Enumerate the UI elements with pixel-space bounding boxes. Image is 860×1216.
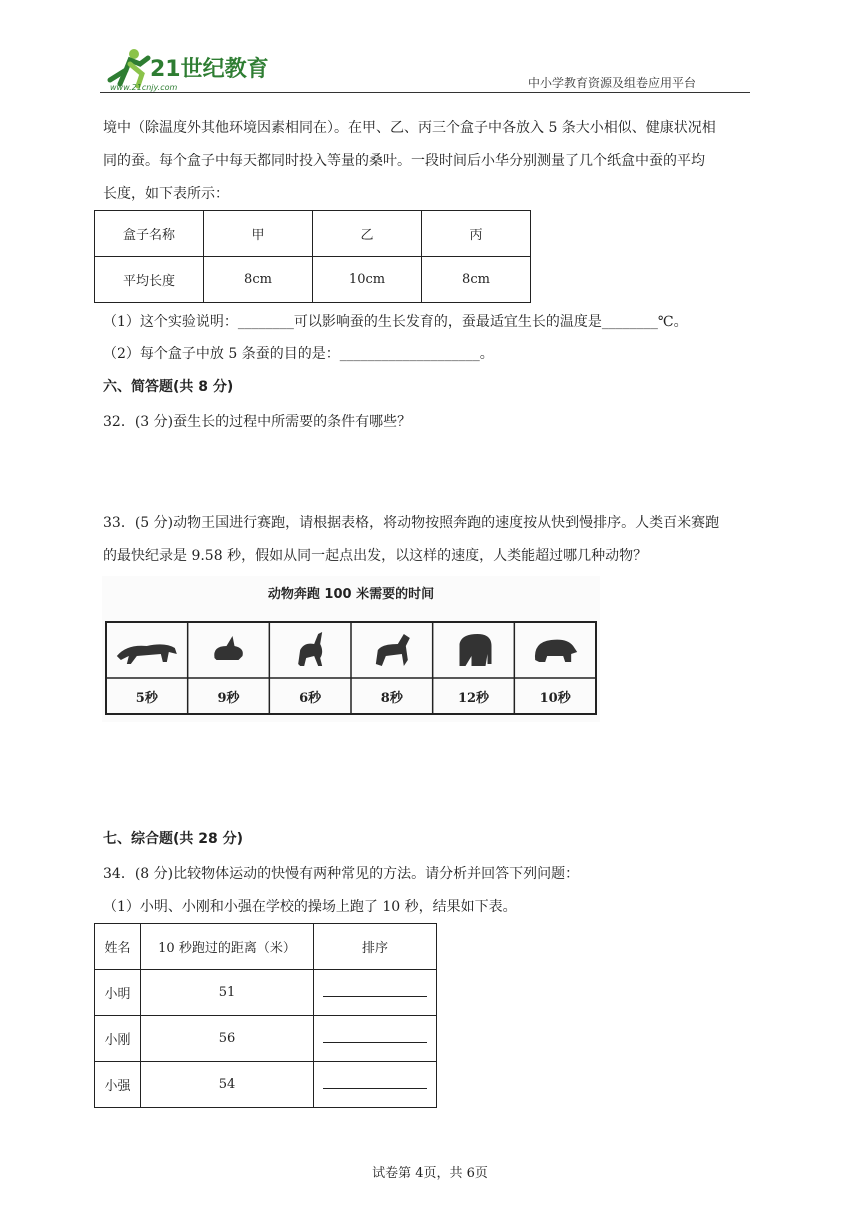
table-row [95, 970, 437, 1016]
animal-time-label: 12秒 [457, 691, 490, 706]
table-header-cell: 丙 [422, 211, 531, 257]
intro-line-2: 同的蚕。每个盒子中每天都同时投入等量的桑叶。一段时间后小华分别测量了几个纸盒中蚕的平均 [103, 153, 705, 169]
animal-race-figure [102, 576, 600, 722]
q32-text: 32．(3 分)蚕生长的过程中所需要的条件有哪些？ [103, 414, 412, 430]
q33-line-1: 33．(5 分)动物王国进行赛跑，请根据表格，将动物按照奔跑的速度按从快到慢排序。人类百米赛跑 [103, 515, 720, 531]
intro-line-1: 境中（除温度外其他环境因素相同在）。在甲、乙、丙三个盒子中各放入 5 条大小相似、健康状况相 [103, 120, 716, 136]
table-cell: 小明 [95, 970, 141, 1016]
table-cell: 54 [141, 1062, 314, 1108]
running-distance-table [94, 923, 437, 1108]
table-cell: 56 [141, 1016, 314, 1062]
logo-url: www.21cnjy.com [110, 83, 178, 92]
q31-sub1: （1）这个实验说明：________可以影响蚕的生长发育的，蚕最适宜生长的温度是________℃。 [103, 314, 688, 330]
table-cell: 小刚 [95, 1016, 141, 1062]
platform-name: 中小学教育资源及组卷应用平台 [528, 76, 697, 90]
table-row [95, 211, 531, 257]
animal-time-label: 6秒 [299, 691, 322, 706]
table-header-cell: 甲 [204, 211, 313, 257]
animal-table-title: 动物奔跑 100 米需要的时间 [267, 587, 435, 602]
silkworm-length-table [94, 210, 531, 303]
page-footer: 试卷第 4页，共 6页 [372, 1166, 488, 1181]
rank-answer-blank[interactable] [314, 1062, 437, 1108]
q34-line-1: 34．(8 分)比较物体运动的快慢有两种常见的方法。请分析并回答下列问题： [103, 866, 580, 882]
animal-time-label: 9秒 [217, 691, 240, 706]
animal-time-label: 5秒 [135, 691, 158, 706]
runner-logo-icon [110, 49, 148, 86]
rank-answer-blank[interactable] [314, 1016, 437, 1062]
table-row [95, 1016, 437, 1062]
table-row [95, 257, 531, 303]
table-cell: 8cm [204, 257, 313, 303]
table-cell: 8cm [422, 257, 531, 303]
q33-line-2: 的最快纪录是 9.58 秒，假如从同一起点出发，以这样的速度，人类能超过哪几种动物？ [103, 548, 648, 564]
header-divider [100, 92, 750, 93]
table-header-cell: 10 秒跑过的距离（米） [141, 924, 314, 970]
table-cell: 小强 [95, 1062, 141, 1108]
animal-time-label: 8秒 [380, 691, 403, 706]
section7-title: 七、综合题(共 28 分) [103, 831, 244, 847]
table-header-cell: 盒子名称 [95, 211, 204, 257]
table-cell: 平均长度 [95, 257, 204, 303]
logo-text: 21世纪教育 [150, 57, 269, 82]
table-row [95, 924, 437, 970]
table-header-cell: 姓名 [95, 924, 141, 970]
animal-time-label: 10秒 [539, 691, 571, 706]
table-cell: 51 [141, 970, 314, 1016]
table-cell: 10cm [313, 257, 422, 303]
table-row [95, 1062, 437, 1108]
section6-title: 六、简答题(共 8 分) [103, 379, 234, 395]
table-header-cell: 乙 [313, 211, 422, 257]
site-logo [100, 40, 280, 96]
rank-answer-blank[interactable] [314, 970, 437, 1016]
table-header-cell: 排序 [314, 924, 437, 970]
q34-sub1: （1）小明、小刚和小强在学校的操场上跑了 10 秒，结果如下表。 [103, 899, 517, 915]
q31-sub2: （2）每个盒子中放 5 条蚕的目的是：____________________。 [103, 346, 494, 362]
intro-line-3: 长度，如下表所示： [103, 186, 229, 202]
